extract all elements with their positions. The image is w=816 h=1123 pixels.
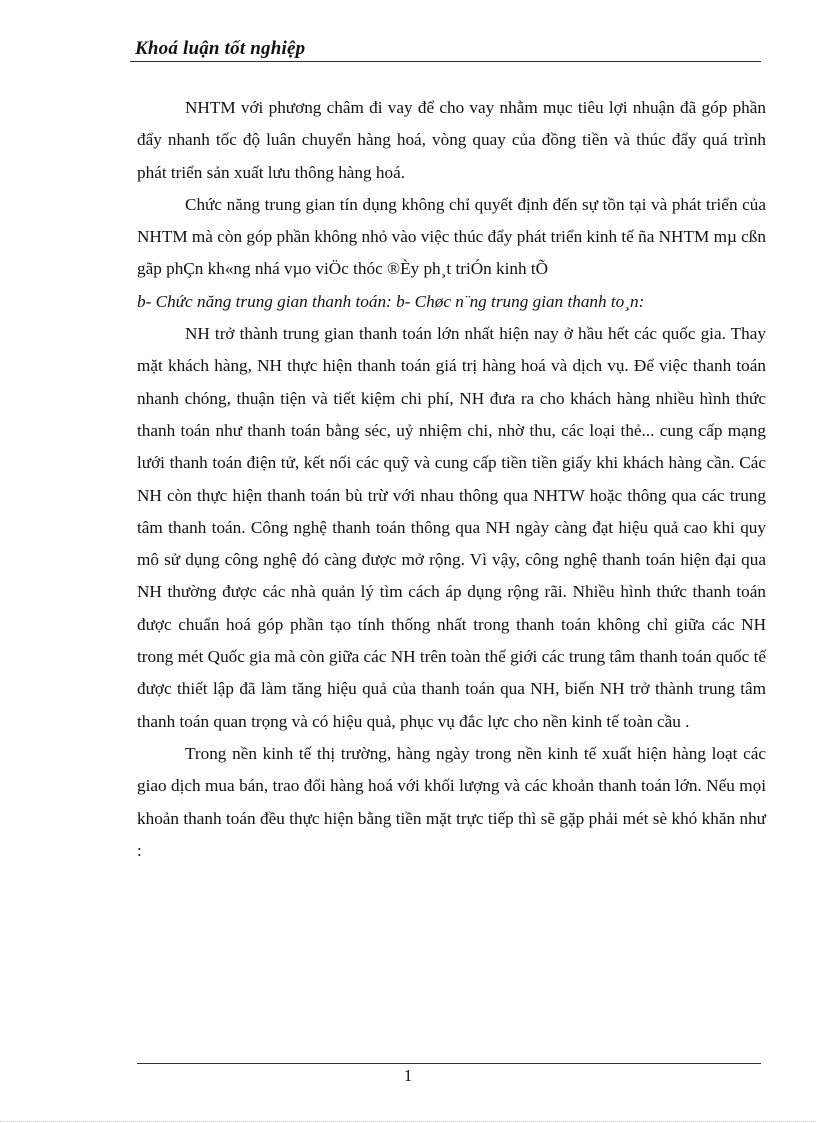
page-header-title: Khoá luận tốt nghiệp (135, 38, 306, 59)
footer-divider (137, 1063, 761, 1064)
document-body (137, 92, 766, 867)
paragraph-intro: NHTM với phương châm đi vay để cho vay nhằm mục tiêu lợi nhuận đã góp phần đẩy nhanh tốc độ luân chuyển hàng hoá, vòng quay của đồng tiền và thúc đẩy quá trình phát triển sản xuất lưu thông hàng hoá. (137, 98, 766, 182)
paragraph-market-economy: Trong nền kinh tế thị trường, hàng ngày trong nền kinh tế xuất hiện hàng loạt các giao dịch mua bán, trao đổi hàng hoá với khối lượng và các khoản thanh toán lớn. Nếu mọi khoản thanh toán đều thực hiện bằng tiền mặt trực tiếp thì sẽ gặp phải mét sè khó khăn như : (137, 743, 766, 860)
paragraph-credit-function: Chức năng trung gian tín dụng không chỉ quyết định đến sự tồn tại và phát triển của NHTM mà còn góp phần không nhỏ vào việc thúc đẩy phát triển kinh tế ña NHTM mµ cßn gãp phÇn kh«ng nhá vµo viÖc thóc ®Èy ph¸t triÓn kinh tÕ (137, 194, 766, 279)
header-divider (130, 61, 761, 62)
paragraph-payment-intermediary: NH trở thành trung gian thanh toán lớn nhất hiện nay ở hầu hết các quốc gia. Thay mặt khách hàng, NH thực hiện thanh toán giá trị hàng hoá và dịch vụ. Để việc thanh toán nhanh chóng, thuận tiện và tiết kiệm chi phí, NH đưa ra cho khách hàng nhiều hình thức thanh toán như thanh toán bằng séc, uỷ nhiệm chi, nhờ thu, các loại thẻ... cung cấp mạng lưới thanh toán điện tử, kết nối các quỹ và cung cấp tiền tiền giấy khi khách hàng cần. Các NH còn thực hiện thanh toán bù trừ với nhau thông qua NHTW hoặc thông qua các trung tâm thanh toán. Công nghệ thanh toán thông qua NH ngày càng đạt hiệu quả cao khi quy mô sử dụng công nghệ đó càng được mở rộng. Vì vậy, công nghệ thanh toán hiện đại qua NH thường được các nhà quản lý tìm cách áp dụng rộng rãi. Nhiều hình thức thanh toán được chuẩn hoá góp phần tạo tính thống nhất trong thanh toán không chỉ giữa các NH trong mét Quốc gia mà còn giữa các NH trên toàn thế giới các trung tâm thanh toán quốc tế được thiết lập đã làm tăng hiệu quả của thanh toán qua NH, biến NH trở thành trung tâm thanh toán quan trọng và có hiệu quả, phục vụ đắc lực cho nền kinh tế toàn cầu . (137, 324, 766, 731)
page-bottom-edge (0, 1121, 816, 1122)
section-heading-payment-function: b- Chức năng trung gian thanh toán: b- Chøc n¨ng trung gian thanh to¸n: (137, 291, 645, 311)
page-number: 1 (403, 1066, 413, 1085)
